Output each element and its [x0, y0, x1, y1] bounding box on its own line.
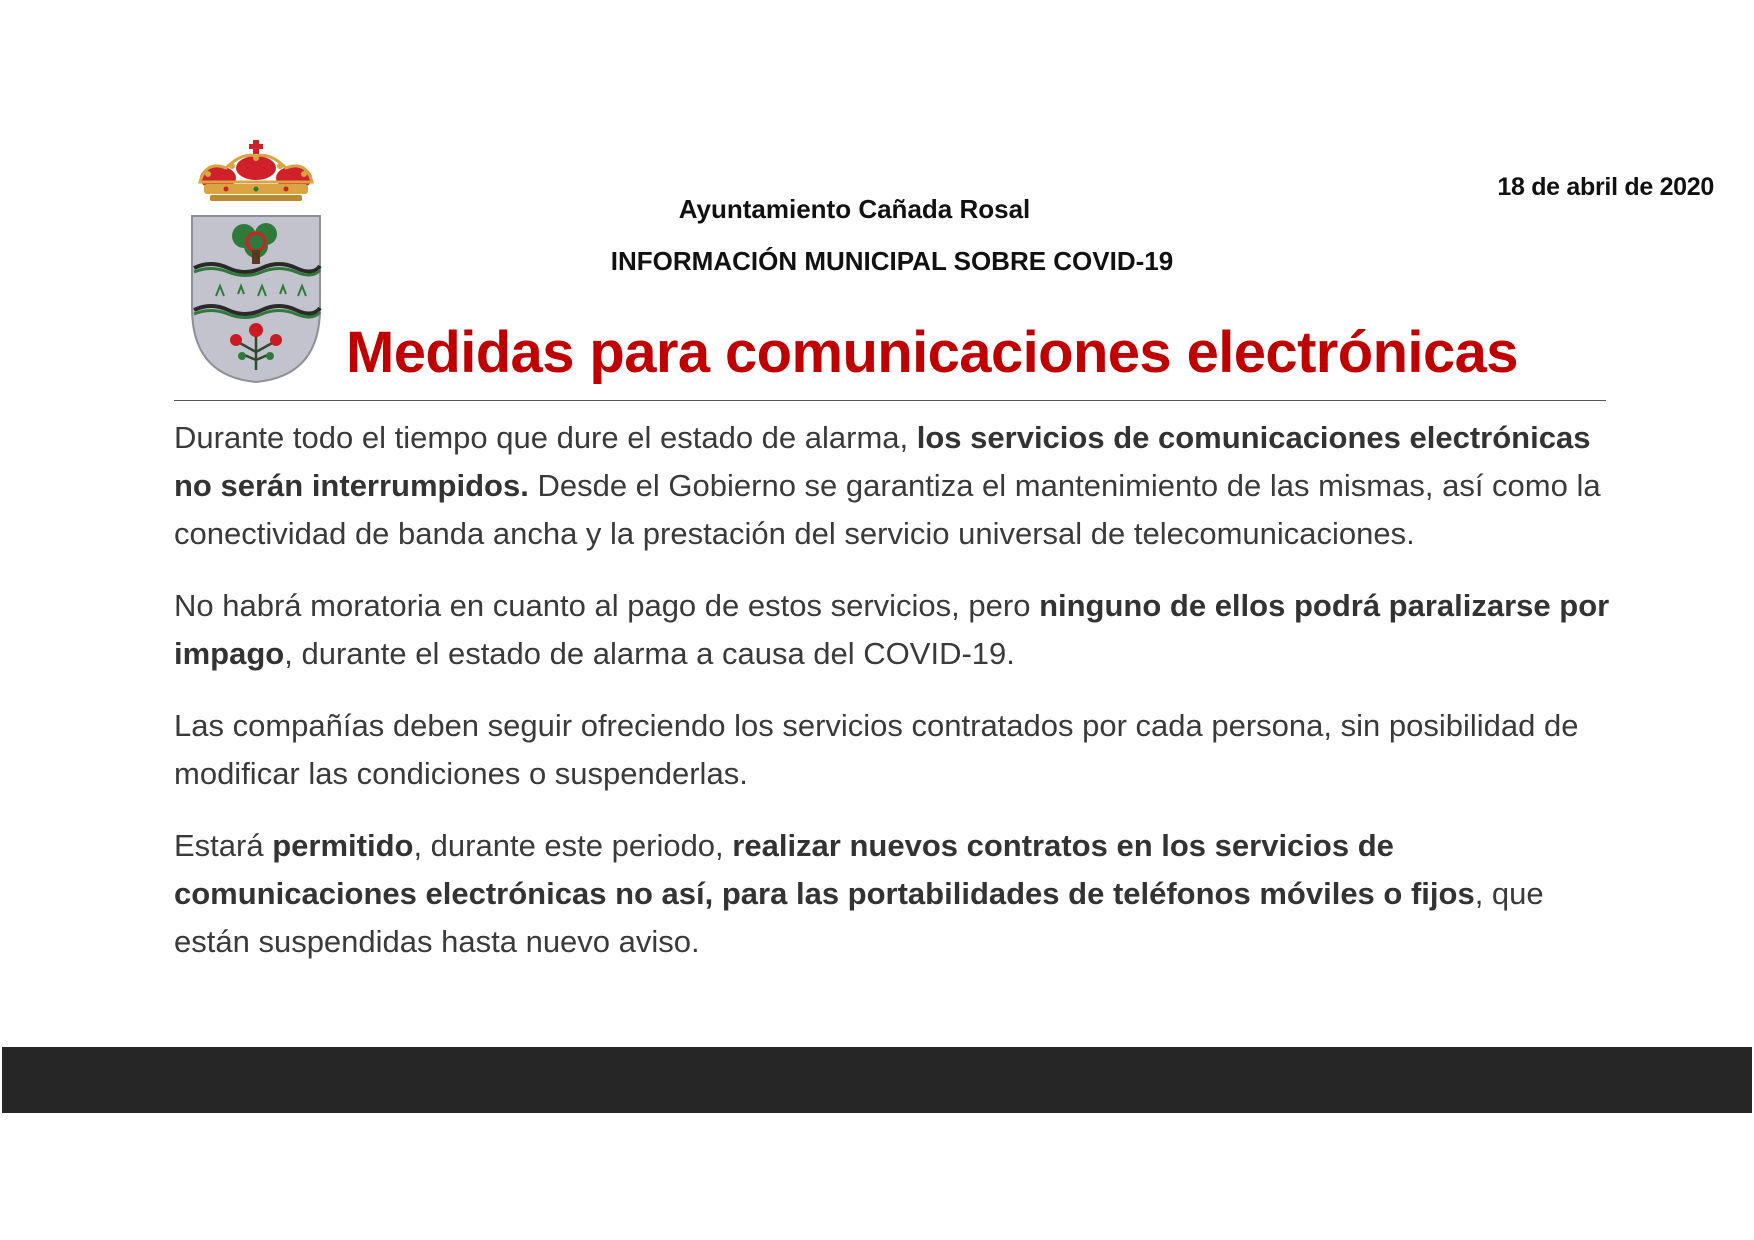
page-title: Medidas para comunicaciones electrónicas	[346, 320, 1518, 385]
title-divider	[174, 400, 1606, 401]
text-run: No habrá moratoria en cuanto al pago de estos servicios, pero	[174, 588, 1040, 623]
body-text	[174, 414, 1614, 990]
text-run: , durante este periodo,	[413, 828, 733, 863]
paragraph	[174, 414, 1614, 558]
text-run: , durante el estado de alarma a causa del COVID-19.	[284, 636, 1015, 671]
paragraph	[174, 582, 1614, 678]
text-run: Estará	[174, 828, 273, 863]
paragraph	[174, 822, 1614, 966]
document-subtitle: INFORMACIÓN MUNICIPAL SOBRE COVID-19	[610, 246, 1174, 276]
paragraph	[174, 702, 1614, 798]
organization-name: Ayuntamiento Cañada Rosal	[678, 194, 1031, 224]
text-run: , que están suspendidas hasta nuevo aviso.	[174, 876, 1544, 959]
text-run: Desde el Gobierno se garantiza el mantenimiento de las mismas, así como la conectividad de banda ancha y la prestación del servicio universal de telecomunicaciones.	[174, 468, 1601, 551]
text-run: Durante todo el tiempo que dure el estado de alarma,	[174, 420, 917, 455]
header-block	[0, 194, 1754, 277]
text-run-bold: realizar nuevos contratos en los servicios de comunicaciones electrónicas no así, para las portabilidades de teléfonos móviles o fijos	[174, 828, 1475, 911]
text-run: Las compañías deben seguir ofreciendo los servicios contratados por cada persona, sin posibilidad de modificar las condiciones o suspenderlas.	[174, 708, 1579, 791]
document-date: 18 de abril de 2020	[1497, 173, 1714, 201]
text-run-bold: los servicios de comunicaciones electrónicas no serán interrumpidos.	[174, 420, 1591, 503]
text-run-bold: ninguno de ellos podrá paralizarse por impago	[174, 588, 1610, 671]
footer-band	[2, 1047, 1752, 1113]
text-run-bold: permitido	[272, 828, 414, 863]
